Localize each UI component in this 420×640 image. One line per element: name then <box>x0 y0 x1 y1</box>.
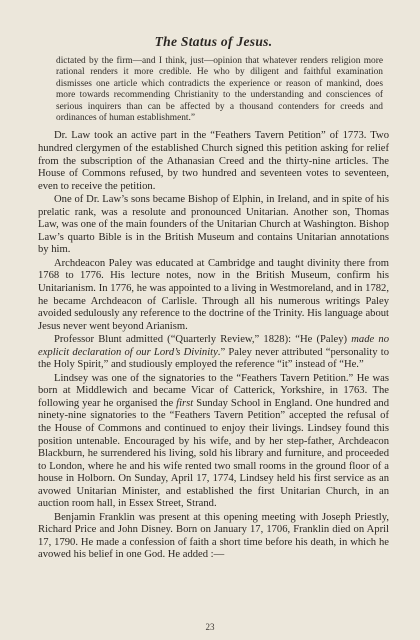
paragraph-lindsey <box>38 373 389 511</box>
paragraph-law-petition: Dr. Law took an active part in the “Feathers Tavern Petition” of 1773. Two hundred clergymen of the established Church signed this petition asking for relief from the subscription of the Athanasian Creed and the thirty-nine articles. The House of Commons refused, by two hundred and seventeen votes to seventeen, even to receive the petition. <box>38 130 389 192</box>
running-head: The Status of Jesus. <box>154 34 273 49</box>
text-run: Sunday School in England. One hundred and ninety-nine signatories to the “Feathers Tavern Petition” accepted the refusal of the House of Commons and continued to enjoy their livings. Lindsey found this position untenable. Encouraged by his wife, and by her step-father, Archdeacon Blackburn, he surrendered his living, sold his library and furniture, and proceeded to London, where he and his wife rented two small rooms in the ground floor of a house in Holborn. On Sunday, April 17, 1774, Lindsey held his first service as an avowed Unitarian Minister, and established the first Unitarian Church, in an auction room hall, in Essex Street, Strand. <box>38 397 389 510</box>
page-number: 23 <box>205 622 215 632</box>
text-run: Professor Blunt admitted (“Quarterly Review,” 1828): “He (Paley) <box>54 334 352 346</box>
paragraph-paley: Archdeacon Paley was educated at Cambridge and taught divinity there from 1768 to 1776. His lecture notes, now in the British Museum, confirm his Unitarianism. In 1776, he was appointed to a living in Westmoreland, and in 1782, he became Archdeacon of Carlisle. Through all his numerous writings Paley avoided sedulously any reference to the doctrine of the Trinity. His language about Jesus never went beyond Arianism. <box>38 257 389 332</box>
block-quote: dictated by the firm—and I think, just—opinion that whatever renders religion more rational renders it more credible. He who by diligent and faithful examination dismisses one article which contradicts the experience or reason of mankind, does more towards recommending Christianity to the understanding and consciences of serious inquirers than can be affected by a thousand contenders for creeds and ordinances of human establishment.” <box>56 56 383 124</box>
text-run: .” Paley never attributed “personality to the Holy Spirit,” and studiously employed the reference “it” instead of “He.” <box>38 346 390 371</box>
paragraph-franklin: Benjamin Franklin was present at this opening meeting with Joseph Priestly, Richard Price and John Disney. Born on January 17, 1706, Franklin died on April 17, 1790. He made a confession of faith a short time before his death, in which he avowed his belief in one God. He added :— <box>38 511 389 561</box>
paragraph-blunt <box>38 334 389 372</box>
text-run: Lindsey was one of the signatories to the “Feathers Tavern Petition.” He was born at Middlewich and became Vicar of Catterick, Yorkshire, in 1763. The following year he organised the <box>38 372 389 409</box>
emphasis: first <box>176 397 194 409</box>
emphasis: made no explicit declaration of our Lord’s Divinity <box>38 334 389 358</box>
paragraph-law-sons: One of Dr. Law’s sons became Bishop of Elphin, in Ireland, and in spite of his prelatic rank, was a resolute and pronounced Unitarian. Another son, Thomas Law, was one of the main founders of the Unitarian Church at Washington. Bishop Law’s quarto Bible is in the British Museum and contains Unitarian annotations by him. <box>38 194 389 256</box>
